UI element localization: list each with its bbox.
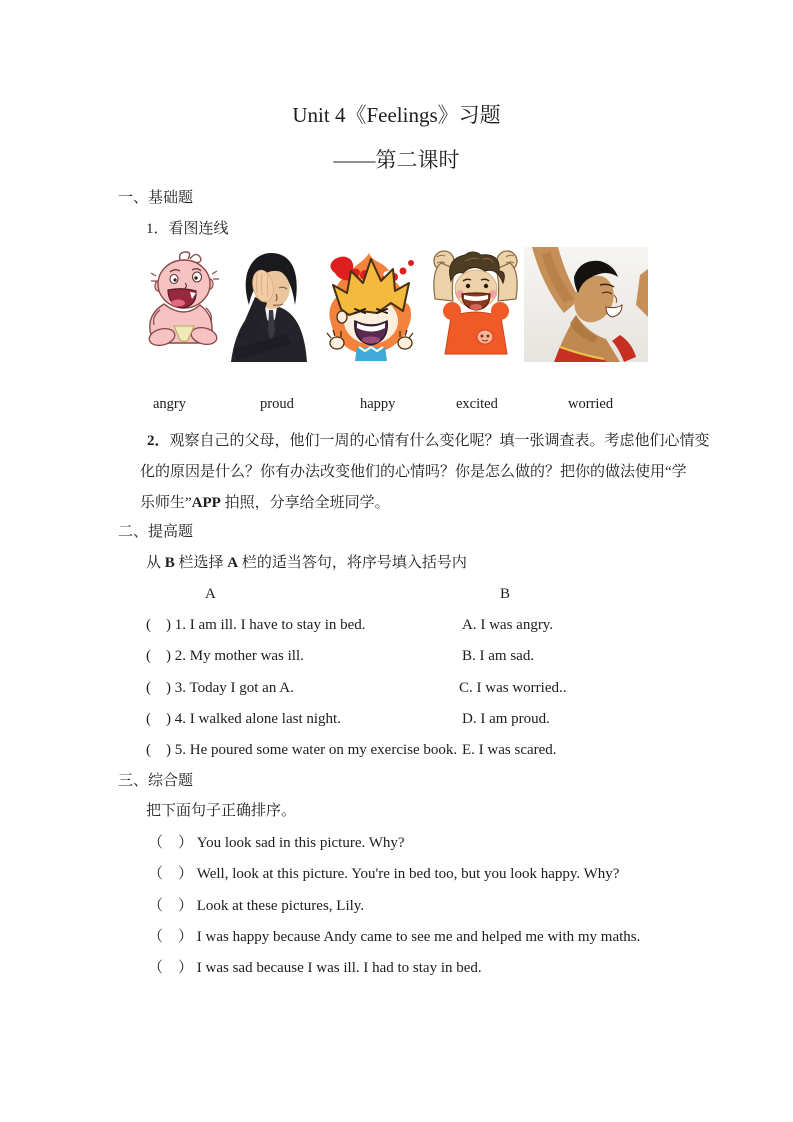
section-advanced-heading: 二、提高题: [118, 524, 194, 540]
match-left-4: ( ) 4. I walked alone last night.: [146, 711, 341, 727]
match-right-5: E. I was scared.: [462, 742, 557, 758]
order-item-4: （ ） I was happy because Andy came to see me and helped me with my maths.: [148, 929, 641, 945]
task2-line-2: 化的原因是什么？你有办法改变他们的心情吗？你是怎么做的？把你的做法使用“学: [140, 464, 687, 480]
order-item-3: （ ） Look at these pictures, Lily.: [148, 898, 365, 914]
image-proud-athlete: [524, 247, 648, 362]
label-angry: angry: [153, 396, 187, 412]
proud-athlete-illustration: [524, 247, 648, 362]
match-left-1: ( ) 1. I am ill. I have to stay in bed.: [146, 617, 366, 633]
worried-man-illustration: [227, 247, 310, 362]
image-angry-boy: [317, 249, 424, 361]
match-right-3: C. I was worried..: [459, 680, 567, 696]
label-proud: proud: [260, 396, 294, 412]
order-item-2: （ ） Well, look at this picture. You're in bed too, but you look happy. Why?: [148, 866, 620, 882]
task2-line-3: 乐师生”APP 拍照，分享给全班同学。: [140, 495, 390, 511]
match-left-3: ( ) 3. Today I got an A.: [146, 680, 294, 696]
match-left-2: ( ) 2. My mother was ill.: [146, 648, 304, 664]
section-basic-heading: 一、基础题: [118, 190, 194, 206]
label-excited: excited: [456, 396, 498, 412]
image-worried-man: [227, 247, 310, 362]
image-excited-kid: [429, 247, 522, 355]
label-happy: happy: [360, 396, 396, 412]
section-comprehensive-instruction: 把下面句子正确排序。: [146, 803, 297, 819]
happy-baby-illustration: [140, 250, 226, 346]
task2-line-1: 2．观察自己的父母，他们一周的心情有什么变化呢？填一张调查表。考虑他们心情变: [147, 433, 710, 449]
match-right-4: D. I am proud.: [462, 711, 550, 727]
page-subtitle: ——第二课时: [333, 148, 460, 172]
label-worried: worried: [568, 396, 614, 412]
angry-boy-illustration: [317, 249, 424, 361]
match-right-2: B. I am sad.: [462, 648, 535, 664]
match-left-5: ( ) 5. He poured some water on my exercise book.: [146, 742, 458, 758]
image-happy-baby: [140, 250, 226, 346]
section-comprehensive-heading: 三、综合题: [118, 773, 194, 789]
task1-label: 1．看图连线: [146, 221, 229, 237]
order-item-5: （ ） I was sad because I was ill. I had to stay in bed.: [148, 960, 482, 976]
column-a-header: A: [205, 586, 216, 602]
excited-kid-illustration: [429, 247, 522, 355]
section-advanced-instruction: 从 B 栏选择 A 栏的适当答句，将序号填入括号内: [146, 555, 467, 571]
column-b-header: B: [500, 586, 511, 602]
page-title: Unit 4《Feelings》习题: [292, 103, 501, 127]
match-right-1: A. I was angry.: [462, 617, 554, 633]
order-item-1: （ ） You look sad in this picture. Why?: [148, 835, 405, 851]
